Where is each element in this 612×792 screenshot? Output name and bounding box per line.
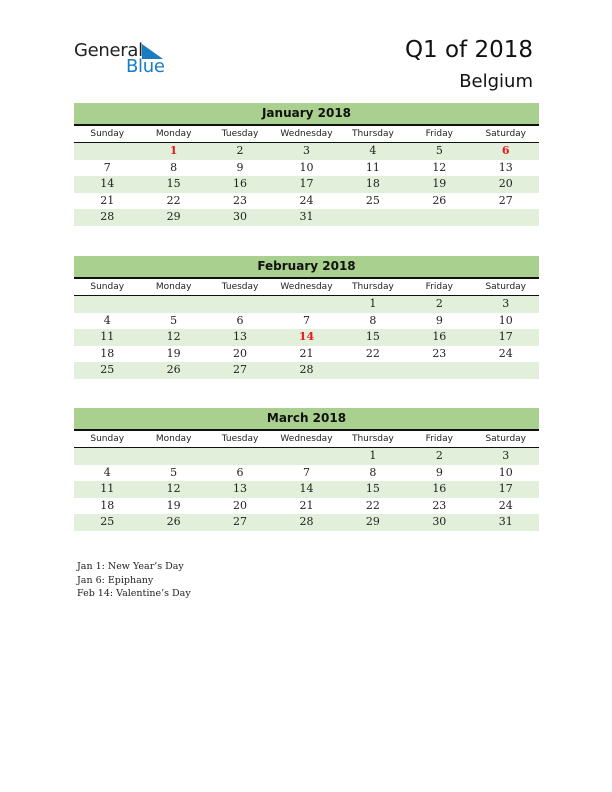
weekday-header-row bbox=[74, 279, 539, 296]
date-cell: 27 bbox=[233, 363, 248, 376]
date-cell: 17 bbox=[299, 177, 314, 190]
date-cell: 13 bbox=[233, 330, 248, 343]
week-row bbox=[74, 514, 539, 531]
date-cell: 22 bbox=[166, 193, 181, 207]
date-cell: 12 bbox=[166, 482, 181, 495]
week-row bbox=[74, 209, 539, 226]
weekday-label: Friday bbox=[425, 129, 453, 139]
date-cell: 31 bbox=[299, 210, 314, 223]
weekday-label: Wednesday bbox=[280, 434, 333, 444]
date-cell: 5 bbox=[170, 465, 178, 479]
logo-word-general: General bbox=[74, 40, 143, 61]
date-cell bbox=[207, 296, 273, 313]
weekday-header-row bbox=[74, 126, 539, 143]
date-cell: 10 bbox=[498, 465, 513, 479]
date-cell: 29 bbox=[166, 210, 181, 223]
date-cell: 19 bbox=[166, 346, 181, 360]
generalblue-logo bbox=[74, 40, 174, 80]
date-cell: 25 bbox=[100, 515, 115, 528]
date-cell bbox=[340, 362, 406, 379]
date-cell: 21 bbox=[299, 498, 314, 512]
month-calendar bbox=[74, 103, 539, 226]
week-row bbox=[74, 313, 539, 330]
date-cell: 2 bbox=[435, 449, 443, 462]
page-title: Q1 of 2018 bbox=[404, 37, 533, 63]
date-cell: 13 bbox=[233, 482, 248, 495]
date-cell: 11 bbox=[100, 330, 115, 343]
date-cell: 15 bbox=[166, 177, 181, 190]
date-cell: 17 bbox=[498, 330, 513, 343]
date-cell: 6 bbox=[236, 465, 244, 479]
holiday-item: Jan 1: New Year’s Day bbox=[77, 561, 184, 572]
weekday-label: Wednesday bbox=[280, 129, 333, 139]
weekday-label: Tuesday bbox=[221, 282, 259, 292]
weekday-label: Wednesday bbox=[280, 282, 333, 292]
date-cell: 9 bbox=[236, 160, 244, 174]
date-cell bbox=[140, 296, 206, 313]
date-cell: 11 bbox=[100, 482, 115, 495]
date-cell: 24 bbox=[498, 346, 513, 360]
holiday-list bbox=[77, 560, 191, 601]
week-row bbox=[74, 448, 539, 465]
date-cell: 25 bbox=[365, 193, 380, 207]
date-cell bbox=[473, 362, 539, 379]
date-cell bbox=[74, 296, 140, 313]
weekday-label: Saturday bbox=[485, 282, 527, 292]
date-cell: 24 bbox=[299, 193, 314, 207]
date-cell bbox=[207, 448, 273, 465]
week-row bbox=[74, 465, 539, 482]
date-cell: 3 bbox=[502, 297, 510, 310]
weekday-label: Sunday bbox=[90, 129, 125, 139]
date-cell: 2 bbox=[435, 297, 443, 310]
weekday-label: Saturday bbox=[485, 434, 527, 444]
date-cell: 8 bbox=[369, 313, 377, 327]
date-cell: 19 bbox=[432, 177, 447, 190]
weekday-label: Thursday bbox=[351, 129, 394, 139]
week-row bbox=[74, 296, 539, 313]
date-cell: 23 bbox=[432, 498, 447, 512]
date-cell: 14 bbox=[100, 177, 115, 190]
date-cell: 28 bbox=[299, 363, 314, 376]
week-row bbox=[74, 160, 539, 177]
holiday-date-cell: 1 bbox=[169, 144, 178, 157]
date-cell: 1 bbox=[369, 297, 377, 310]
week-row bbox=[74, 498, 539, 515]
month-calendar bbox=[74, 256, 539, 379]
logo-word-blue: Blue bbox=[126, 56, 165, 77]
weekday-label: Tuesday bbox=[221, 434, 259, 444]
weekday-label: Monday bbox=[155, 434, 192, 444]
date-cell: 5 bbox=[435, 144, 443, 157]
date-cell bbox=[273, 296, 339, 313]
date-cell: 4 bbox=[103, 465, 111, 479]
date-cell: 23 bbox=[432, 346, 447, 360]
date-cell bbox=[406, 362, 472, 379]
date-cell: 12 bbox=[432, 160, 447, 174]
date-cell: 28 bbox=[299, 515, 314, 528]
date-cell: 6 bbox=[236, 313, 244, 327]
date-cell: 16 bbox=[233, 177, 248, 190]
weekday-label: Saturday bbox=[485, 129, 527, 139]
month-title: February 2018 bbox=[74, 256, 539, 279]
date-cell: 10 bbox=[299, 160, 314, 174]
date-cell: 21 bbox=[299, 346, 314, 360]
week-row bbox=[74, 329, 539, 346]
date-cell: 16 bbox=[432, 482, 447, 495]
date-cell: 13 bbox=[498, 160, 513, 174]
holiday-item: Jan 6: Epiphany bbox=[77, 574, 154, 586]
date-cell bbox=[74, 448, 140, 465]
date-cell: 3 bbox=[302, 144, 310, 157]
date-cell: 18 bbox=[365, 177, 380, 190]
date-cell: 19 bbox=[166, 498, 181, 512]
weekday-header-row bbox=[74, 431, 539, 448]
month-calendar bbox=[74, 408, 539, 531]
date-cell: 22 bbox=[365, 498, 380, 512]
date-cell bbox=[406, 209, 472, 226]
date-cell: 28 bbox=[100, 210, 115, 223]
date-cell: 20 bbox=[233, 498, 248, 512]
date-cell: 27 bbox=[498, 193, 513, 207]
holiday-date-cell: 6 bbox=[501, 144, 510, 157]
date-cell bbox=[340, 209, 406, 226]
date-cell: 15 bbox=[365, 330, 380, 343]
date-cell: 26 bbox=[166, 363, 181, 376]
date-cell: 21 bbox=[100, 193, 115, 207]
date-cell: 30 bbox=[233, 210, 248, 223]
country-name: Belgium bbox=[459, 71, 533, 92]
weekday-label: Thursday bbox=[351, 434, 394, 444]
date-cell: 4 bbox=[369, 144, 377, 157]
date-cell: 16 bbox=[432, 330, 447, 343]
date-cell bbox=[74, 143, 140, 160]
week-row bbox=[74, 346, 539, 363]
date-cell: 18 bbox=[100, 498, 115, 512]
date-cell: 10 bbox=[498, 313, 513, 327]
date-cell bbox=[273, 448, 339, 465]
date-cell: 24 bbox=[498, 498, 513, 512]
date-cell: 4 bbox=[103, 313, 111, 327]
week-row bbox=[74, 143, 539, 160]
date-cell: 29 bbox=[365, 515, 380, 528]
date-cell: 20 bbox=[233, 346, 248, 360]
date-cell: 7 bbox=[302, 465, 310, 479]
date-cell: 27 bbox=[233, 515, 248, 528]
date-cell: 26 bbox=[166, 515, 181, 528]
week-row bbox=[74, 481, 539, 498]
week-row bbox=[74, 362, 539, 379]
weekday-label: Friday bbox=[425, 282, 453, 292]
date-cell: 5 bbox=[170, 313, 178, 327]
holiday-date-cell: 14 bbox=[298, 330, 315, 343]
weekday-label: Tuesday bbox=[221, 129, 259, 139]
date-cell: 17 bbox=[498, 482, 513, 495]
date-cell: 22 bbox=[365, 346, 380, 360]
date-cell: 1 bbox=[369, 449, 377, 462]
weekday-label: Monday bbox=[155, 282, 192, 292]
date-cell: 7 bbox=[103, 160, 111, 174]
week-row bbox=[74, 193, 539, 210]
date-cell: 20 bbox=[498, 177, 513, 190]
date-cell: 9 bbox=[435, 313, 443, 327]
month-title: March 2018 bbox=[74, 408, 539, 431]
date-cell: 25 bbox=[100, 363, 115, 376]
date-cell bbox=[473, 209, 539, 226]
date-cell: 31 bbox=[498, 515, 513, 528]
date-cell: 30 bbox=[432, 515, 447, 528]
weekday-label: Friday bbox=[425, 434, 453, 444]
date-cell: 14 bbox=[299, 482, 314, 495]
date-cell: 12 bbox=[166, 330, 181, 343]
date-cell: 18 bbox=[100, 346, 115, 360]
date-cell: 7 bbox=[302, 313, 310, 327]
date-cell: 2 bbox=[236, 144, 244, 157]
weekday-label: Monday bbox=[155, 129, 192, 139]
date-cell: 9 bbox=[435, 465, 443, 479]
date-cell bbox=[140, 448, 206, 465]
date-cell: 3 bbox=[502, 449, 510, 462]
weekday-label: Sunday bbox=[90, 282, 125, 292]
holiday-item: Feb 14: Valentine’s Day bbox=[77, 588, 191, 599]
weekday-label: Sunday bbox=[90, 434, 125, 444]
date-cell: 23 bbox=[233, 193, 248, 207]
date-cell: 15 bbox=[365, 482, 380, 495]
week-row bbox=[74, 176, 539, 193]
date-cell: 11 bbox=[365, 160, 380, 174]
month-title: January 2018 bbox=[74, 103, 539, 126]
date-cell: 8 bbox=[170, 160, 178, 174]
weekday-label: Thursday bbox=[351, 282, 394, 292]
date-cell: 8 bbox=[369, 465, 377, 479]
date-cell: 26 bbox=[432, 193, 447, 207]
